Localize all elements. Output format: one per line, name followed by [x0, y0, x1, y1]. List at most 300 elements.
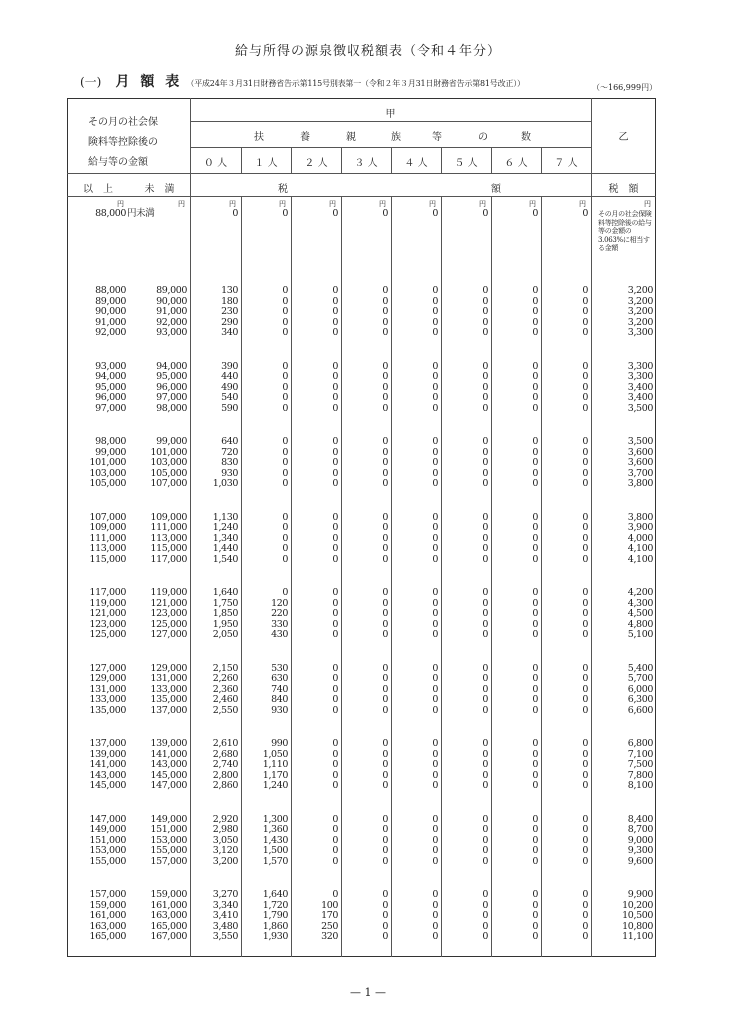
- tax-cell: 0: [532, 402, 538, 414]
- tax-cell: 630: [271, 673, 288, 684]
- tax-cell: 0: [582, 522, 588, 533]
- tax-cell: 0: [432, 327, 438, 338]
- tax-cell: 0: [382, 511, 388, 523]
- otsu-tax-cell: 3,700: [627, 467, 653, 479]
- amount-from-cell: 121,000: [89, 608, 126, 619]
- tax-cell: 0: [232, 208, 238, 219]
- tax-cell: 2,150: [212, 662, 238, 674]
- tax-cell: 0: [332, 587, 338, 598]
- tax-cell: 490: [221, 381, 238, 393]
- amount-from-cell: 153,000: [89, 845, 126, 856]
- dependents-label-char: の: [478, 132, 488, 143]
- amount-to-cell: 145,000: [150, 769, 187, 781]
- amount-from-cell: 103,000: [89, 467, 126, 479]
- tax-cell: 1,340: [212, 532, 238, 544]
- tax-cell: 440: [221, 371, 238, 382]
- amount-from-cell: 91,000: [95, 316, 126, 328]
- otsu-tax-cell: 8,400: [627, 813, 653, 825]
- tax-cell: 0: [332, 543, 338, 554]
- tax-cell: 0: [332, 522, 338, 533]
- tax-cell: 0: [382, 327, 388, 338]
- tax-cell: 1,950: [212, 618, 238, 630]
- amount-from-cell: 129,000: [89, 673, 126, 684]
- first-row-to: 円未満: [127, 208, 155, 219]
- yen-unit: 円: [229, 200, 236, 208]
- tax-cell: 0: [382, 662, 388, 674]
- tax-cell: 3,050: [212, 834, 238, 846]
- tax-cell: 0: [382, 553, 388, 565]
- amount-from-cell: 113,000: [89, 543, 126, 554]
- tax-cell: 0: [482, 920, 488, 932]
- amount-to-cell: 109,000: [150, 511, 187, 523]
- tax-cell: 0: [282, 467, 288, 479]
- tax-cell: 1,110: [262, 759, 288, 770]
- otsu-tax-cell: 3,200: [627, 295, 653, 307]
- tax-cell: 0: [532, 597, 538, 609]
- tax-cell: 0: [282, 436, 288, 447]
- tax-cell: 0: [582, 910, 588, 921]
- tax-cell: 3,480: [212, 920, 238, 932]
- tax-cell: 0: [532, 543, 538, 554]
- tax-cell: 0: [482, 845, 488, 856]
- tax-cell: 0: [482, 402, 488, 414]
- tax-cell: 0: [482, 813, 488, 825]
- yen-unit: 円: [379, 200, 386, 208]
- otsu-tax-cell: 3,300: [627, 360, 653, 372]
- otsu-tax-cell: 4,100: [627, 543, 653, 554]
- tax-cell: 740: [271, 683, 288, 695]
- otsu-tax-cell: 9,300: [627, 845, 653, 856]
- tax-cell: 0: [482, 855, 488, 867]
- otsu-tax-cell: 10,800: [622, 920, 653, 932]
- tax-cell: 0: [382, 295, 388, 307]
- tax-cell: 0: [382, 618, 388, 630]
- amount-from-cell: 149,000: [89, 824, 126, 835]
- tax-cell: 0: [482, 683, 488, 695]
- tax-cell: 0: [532, 738, 538, 749]
- dependents-label-char: 養: [300, 132, 310, 143]
- tax-cell: 1,540: [212, 553, 238, 565]
- zeigaku-label: 税 額: [608, 184, 639, 195]
- otsu-tax-cell: 3,200: [627, 316, 653, 328]
- tax-cell: 1,640: [262, 889, 288, 900]
- otsu-tax-cell: 4,800: [627, 618, 653, 630]
- amount-to-cell: 133,000: [150, 683, 187, 695]
- amount-from-cell: 90,000: [95, 306, 126, 317]
- tax-cell: 0: [432, 845, 438, 856]
- amount-from-cell: 133,000: [89, 694, 126, 705]
- tax-cell: 0: [582, 511, 588, 523]
- tax-cell: 0: [432, 910, 438, 921]
- header-left-label: その月の社会保: [88, 117, 158, 128]
- tax-cell: 0: [332, 360, 338, 372]
- page-number: — 1 —: [350, 986, 386, 999]
- tax-cell: 0: [382, 587, 388, 598]
- tax-cell: 0: [282, 543, 288, 554]
- amount-to-cell: 98,000: [156, 402, 187, 414]
- tax-cell: 0: [332, 402, 338, 414]
- dependent-count-header: ３ 人: [354, 158, 378, 169]
- tax-cell: 0: [482, 478, 488, 489]
- tax-cell: 0: [482, 316, 488, 328]
- tax-cell: 230: [221, 306, 238, 317]
- tax-cell: 540: [221, 392, 238, 403]
- tax-cell: 0: [382, 889, 388, 900]
- tax-cell: 0: [282, 381, 288, 393]
- tax-cell: 0: [432, 769, 438, 781]
- amount-from-cell: 159,000: [89, 899, 126, 911]
- tax-cell: 0: [482, 889, 488, 900]
- tax-cell: 830: [221, 457, 238, 468]
- tax-cell: 0: [482, 392, 488, 403]
- tax-cell: 0: [332, 553, 338, 565]
- otsu-note: その月の社会保険料等控除後の給与等の金額の3.063%に相当する金額: [598, 210, 652, 253]
- tax-cell: 990: [271, 738, 288, 749]
- tax-cell: 0: [432, 931, 438, 942]
- otsu-tax-cell: 5,100: [627, 629, 653, 640]
- otsu-tax-cell: 8,700: [627, 824, 653, 835]
- tax-cell: 1,570: [262, 855, 288, 867]
- tax-cell: 0: [332, 295, 338, 307]
- tax-cell: 0: [532, 824, 538, 835]
- tax-cell: 0: [432, 381, 438, 393]
- tax-cell: 0: [282, 446, 288, 458]
- tax-cell: 0: [382, 532, 388, 544]
- tax-cell: 0: [582, 587, 588, 598]
- tax-cell: 0: [582, 208, 588, 219]
- tax-cell: 0: [582, 381, 588, 393]
- tax-cell: 0: [582, 306, 588, 317]
- amount-to-cell: 127,000: [150, 629, 187, 640]
- amount-to-cell: 131,000: [150, 673, 187, 684]
- table-number: (一): [80, 75, 102, 89]
- ijo-label: 以 上: [83, 184, 113, 195]
- tax-cell: 0: [332, 436, 338, 447]
- tax-cell: 0: [532, 436, 538, 447]
- tax-cell: 0: [432, 738, 438, 749]
- tax-cell: 3,340: [212, 899, 238, 911]
- otsu-tax-cell: 10,500: [622, 910, 653, 921]
- amount-from-cell: 97,000: [95, 402, 126, 414]
- tax-cell: 0: [382, 478, 388, 489]
- yen-unit: 円: [479, 200, 486, 208]
- tax-cell: 0: [532, 704, 538, 716]
- amount-from-cell: 96,000: [95, 392, 126, 403]
- amount-to-cell: 90,000: [156, 295, 187, 307]
- tax-cell: 0: [532, 316, 538, 328]
- amount-from-cell: 139,000: [89, 748, 126, 760]
- dependent-count-header: １ 人: [254, 158, 278, 169]
- table-subtitle: [80, 71, 525, 91]
- amount-from-cell: 165,000: [89, 931, 126, 942]
- tax-cell: 0: [382, 446, 388, 458]
- tax-cell: 170: [321, 910, 338, 921]
- tax-cell: 0: [482, 780, 488, 791]
- tax-cell: 0: [432, 694, 438, 705]
- amount-from-cell: 95,000: [95, 381, 126, 393]
- tax-cell: 1,030: [212, 478, 238, 489]
- tax-cell: 0: [332, 813, 338, 825]
- tax-cell: 0: [432, 402, 438, 414]
- otsu-label: 乙: [618, 132, 629, 143]
- tax-cell: 0: [482, 910, 488, 921]
- amount-from-cell: 119,000: [89, 597, 126, 609]
- otsu-tax-cell: 3,300: [627, 371, 653, 382]
- tax-cell: 0: [532, 618, 538, 630]
- tax-cell: 1,750: [212, 597, 238, 609]
- tax-cell: 0: [382, 813, 388, 825]
- first-row-from: 88,000: [95, 208, 126, 219]
- tax-cell: 320: [321, 931, 338, 942]
- tax-cell: 0: [582, 834, 588, 846]
- tax-cell: 220: [271, 608, 288, 619]
- otsu-tax-cell: 7,100: [627, 748, 653, 760]
- tax-cell: 0: [382, 824, 388, 835]
- amount-to-cell: 93,000: [156, 327, 187, 338]
- tax-cell: 0: [282, 522, 288, 533]
- tax-cell: 0: [482, 824, 488, 835]
- amount-to-cell: 92,000: [156, 316, 187, 328]
- tax-cell: 0: [432, 748, 438, 760]
- tax-cell: 0: [482, 597, 488, 609]
- tax-cell: 0: [332, 597, 338, 609]
- tax-cell: 0: [332, 511, 338, 523]
- amount-to-cell: 137,000: [150, 704, 187, 716]
- tax-cell: 0: [582, 769, 588, 781]
- tax-cell: 0: [532, 748, 538, 760]
- amount-from-cell: 151,000: [89, 834, 126, 846]
- tax-cell: 0: [382, 769, 388, 781]
- tax-cell: 640: [221, 436, 238, 447]
- amount-to-cell: 119,000: [150, 587, 187, 598]
- amount-to-cell: 147,000: [150, 780, 187, 791]
- tax-cell: 0: [382, 899, 388, 911]
- tax-cell: 0: [582, 392, 588, 403]
- tax-cell: 3,550: [212, 931, 238, 942]
- tax-cell: 0: [532, 683, 538, 695]
- tax-cell: 0: [532, 553, 538, 565]
- header-left-label: 険料等控除後の: [88, 137, 158, 148]
- amount-from-cell: 109,000: [89, 522, 126, 533]
- tax-cell: 0: [482, 543, 488, 554]
- tax-cell: 0: [382, 381, 388, 393]
- table-source: （平成24年３月31日財務省告示第115号別表第一（令和２年３月31日財務省告示第81号改正））: [186, 79, 525, 88]
- tax-cell: 330: [271, 618, 288, 630]
- amount-to-cell: 113,000: [150, 532, 187, 544]
- tax-cell: 0: [432, 467, 438, 479]
- otsu-tax-cell: 5,700: [627, 673, 653, 684]
- tax-cell: 930: [221, 467, 238, 479]
- tax-cell: 0: [532, 392, 538, 403]
- amount-from-cell: 127,000: [89, 662, 126, 674]
- tax-cell: 0: [482, 208, 488, 219]
- tax-cell: 1,240: [212, 522, 238, 533]
- amount-to-cell: 135,000: [150, 694, 187, 705]
- tax-cell: 0: [332, 845, 338, 856]
- otsu-tax-cell: 9,900: [627, 889, 653, 900]
- tax-cell: 0: [532, 371, 538, 382]
- tax-cell: 0: [532, 208, 538, 219]
- dependent-count-header: ０ 人: [203, 158, 228, 169]
- tax-cell: 0: [432, 673, 438, 684]
- amount-from-cell: 115,000: [89, 553, 126, 565]
- tax-cell: 0: [532, 694, 538, 705]
- tax-cell: 1,300: [262, 813, 288, 825]
- tax-cell: 0: [382, 371, 388, 382]
- tax-cell: 2,550: [212, 704, 238, 716]
- tax-cell: 0: [382, 629, 388, 640]
- tax-cell: 0: [432, 316, 438, 328]
- dependents-label-char: 数: [521, 132, 531, 143]
- tax-cell: 1,860: [262, 920, 288, 932]
- tax-cell: 0: [282, 392, 288, 403]
- yen-unit: 円: [279, 200, 286, 208]
- dependent-count-header: ７ 人: [554, 158, 578, 169]
- tax-cell: 0: [532, 306, 538, 317]
- miman-label: 未 満: [144, 184, 175, 195]
- tax-cell: 0: [332, 694, 338, 705]
- tax-cell: 930: [271, 704, 288, 716]
- tax-cell: 0: [532, 467, 538, 479]
- tax-cell: 0: [332, 683, 338, 695]
- otsu-tax-cell: 4,200: [627, 587, 653, 598]
- tax-cell: 0: [482, 931, 488, 942]
- tax-cell: 1,130: [212, 511, 238, 523]
- amount-from-cell: 161,000: [89, 910, 126, 921]
- tax-cell: 0: [482, 467, 488, 479]
- tax-cell: 0: [332, 285, 338, 296]
- tax-cell: 0: [432, 855, 438, 867]
- tax-cell: 0: [482, 769, 488, 781]
- tax-cell: 0: [532, 587, 538, 598]
- amount-from-cell: 157,000: [89, 889, 126, 900]
- amount-to-cell: 163,000: [150, 910, 187, 921]
- amount-to-cell: 159,000: [150, 889, 187, 900]
- otsu-tax-cell: 3,600: [627, 446, 653, 458]
- tax-cell: 0: [282, 327, 288, 338]
- tax-cell: 0: [482, 436, 488, 447]
- tax-cell: 0: [432, 920, 438, 932]
- tax-cell: 0: [432, 532, 438, 544]
- amount-to-cell: 107,000: [150, 478, 187, 489]
- tax-cell: 1,640: [212, 587, 238, 598]
- tax-cell: 0: [582, 316, 588, 328]
- tax-cell: 390: [221, 360, 238, 372]
- tax-cell: 0: [282, 208, 288, 219]
- tax-cell: 0: [532, 889, 538, 900]
- tax-cell: 0: [582, 543, 588, 554]
- tax-cell: 0: [582, 629, 588, 640]
- amount-to-cell: 115,000: [150, 543, 187, 554]
- tax-cell: 0: [532, 327, 538, 338]
- tax-cell: 0: [582, 931, 588, 942]
- tax-cell: 0: [582, 704, 588, 716]
- tax-cell: 0: [532, 673, 538, 684]
- tax-cell: 2,860: [212, 780, 238, 791]
- amount-to-cell: 151,000: [150, 824, 187, 835]
- amount-to-cell: 125,000: [150, 618, 187, 630]
- tax-cell: 0: [582, 553, 588, 565]
- otsu-tax-cell: 3,400: [627, 392, 653, 403]
- tax-cell: 720: [221, 446, 238, 458]
- tax-cell: 0: [432, 662, 438, 674]
- tax-cell: 0: [482, 662, 488, 674]
- header-left-label: 給与等の金額: [88, 157, 148, 168]
- otsu-tax-cell: 6,300: [627, 694, 653, 705]
- tax-cell: 0: [332, 327, 338, 338]
- tax-cell: 0: [482, 295, 488, 307]
- dependent-count-header: ６ 人: [504, 158, 528, 169]
- amount-to-cell: 91,000: [156, 306, 187, 317]
- tax-cell: 3,120: [212, 845, 238, 856]
- tax-cell: 0: [382, 834, 388, 846]
- otsu-tax-cell: 11,100: [622, 931, 653, 942]
- otsu-tax-cell: 3,300: [627, 327, 653, 338]
- tax-cell: 0: [382, 738, 388, 749]
- tax-cell: 0: [582, 662, 588, 674]
- tax-cell: 0: [532, 759, 538, 770]
- amount-to-cell: 167,000: [150, 931, 187, 942]
- amount-to-cell: 165,000: [150, 920, 187, 932]
- tax-cell: 0: [382, 457, 388, 468]
- tax-cell: 0: [332, 855, 338, 867]
- amount-from-cell: 107,000: [89, 511, 126, 523]
- tax-cell: 0: [482, 381, 488, 393]
- tax-cell: 0: [282, 371, 288, 382]
- tax-cell: 0: [532, 285, 538, 296]
- tax-cell: 0: [282, 478, 288, 489]
- tax-cell: 0: [582, 845, 588, 856]
- amount-to-cell: 97,000: [156, 392, 187, 403]
- otsu-tax-cell: 4,300: [627, 597, 653, 609]
- tax-cell: 0: [382, 780, 388, 791]
- tax-cell: 0: [532, 899, 538, 911]
- tax-cell: 0: [532, 511, 538, 523]
- tax-cell: 0: [482, 285, 488, 296]
- tax-cell: 1,720: [262, 899, 288, 911]
- tax-cell: 0: [432, 392, 438, 403]
- tax-cell: 0: [582, 327, 588, 338]
- tax-cell: 430: [271, 629, 288, 640]
- tax-cell: 590: [221, 402, 238, 414]
- tax-cell: 0: [382, 855, 388, 867]
- tax-cell: 0: [582, 920, 588, 932]
- otsu-tax-cell: 6,600: [627, 704, 653, 716]
- tax-cell: 0: [532, 478, 538, 489]
- tax-cell: 0: [582, 683, 588, 695]
- otsu-tax-cell: 10,200: [622, 899, 653, 911]
- tax-cell: 0: [482, 327, 488, 338]
- tax-cell: 1,170: [262, 769, 288, 781]
- tax-cell: 2,980: [212, 824, 238, 835]
- tax-cell: 2,260: [212, 673, 238, 684]
- tax-cell: 0: [482, 608, 488, 619]
- yen-unit: 円: [178, 200, 185, 208]
- tax-cell: 0: [282, 360, 288, 372]
- yen-unit: 円: [329, 200, 336, 208]
- tax-cell: 0: [482, 694, 488, 705]
- tax-cell: 0: [582, 532, 588, 544]
- otsu-tax-cell: 3,800: [627, 511, 653, 523]
- tax-cell: 0: [532, 845, 538, 856]
- tax-cell: 2,920: [212, 813, 238, 825]
- tax-cell: 0: [382, 597, 388, 609]
- tax-cell: 0: [332, 446, 338, 458]
- tax-cell: 290: [221, 316, 238, 328]
- tax-cell: 0: [532, 360, 538, 372]
- amount-from-cell: 94,000: [95, 371, 126, 382]
- tax-cell: 0: [382, 436, 388, 447]
